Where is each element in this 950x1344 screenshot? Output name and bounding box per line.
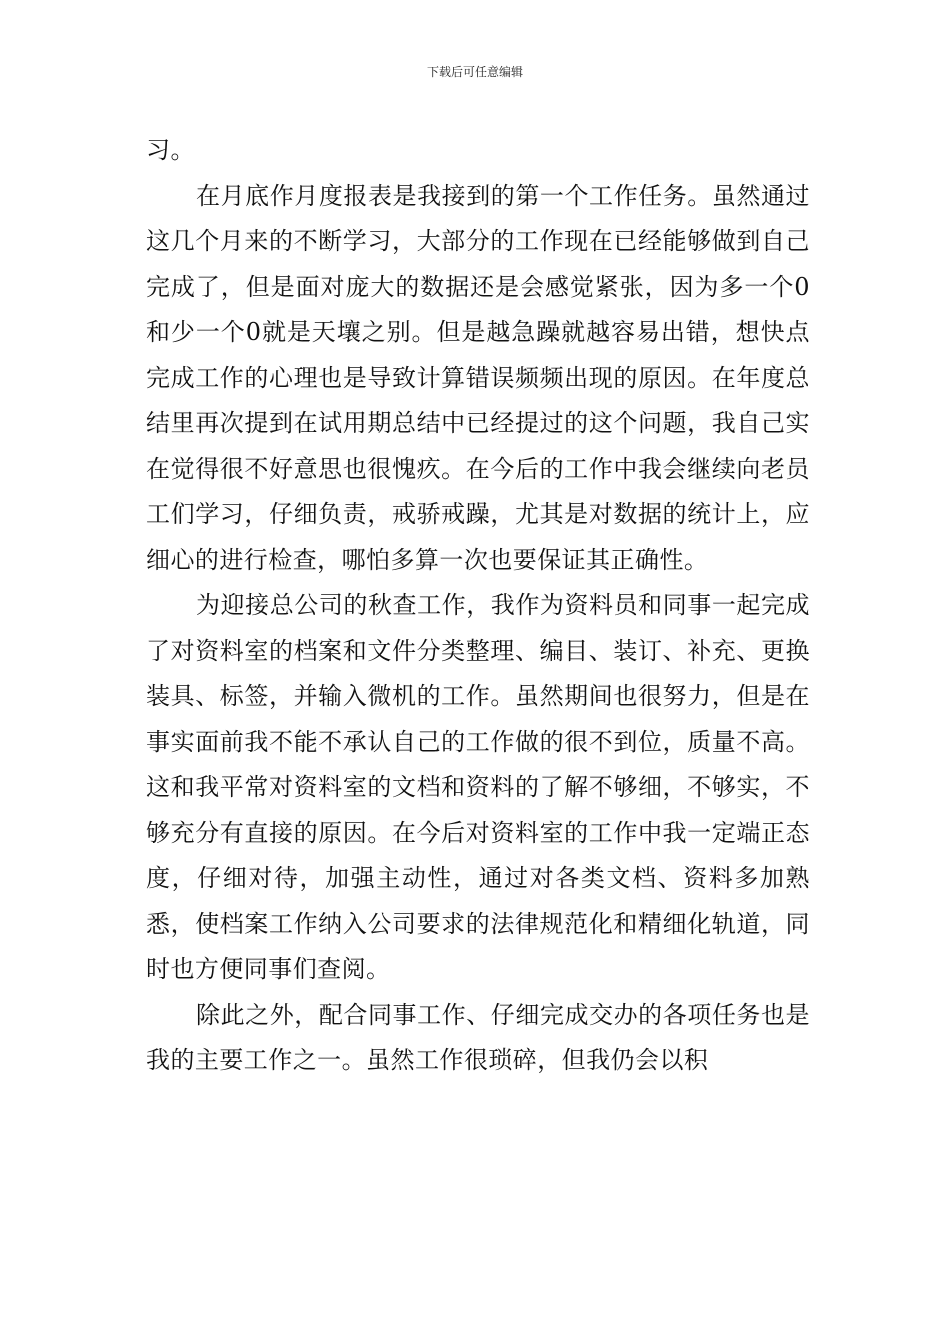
paragraph-monthly-report: 在月底作月度报表是我接到的第一个工作任务。虽然通过这几个月来的不断学习，大部分的工作现在已经能够做到自己完成了，但是面对庞大的数据还是会感觉紧张，因为多一个0和少一个0就是天壤之别。但是越急躁就越容易出错，想快点完成工作的心理也是导致计算错误频频出现的原因。在年度总结里再次提到在试用期总结中已经提过的这个问题，我自己实在觉得很不好意思也很愧疚。在今后的工作中我会继续向老员工们学习，仔细负责，戒骄戒躁，尤其是对数据的统计上，应细心的进行检查，哪怕多算一次也要保证其正确性。 bbox=[146, 181, 810, 574]
paragraph-continuation: 习。 bbox=[146, 136, 195, 164]
paragraph-archive-work: 为迎接总公司的秋查工作，我作为资料员和同事一起完成了对资料室的档案和文件分类整理、编目、装订、补充、更换装具、标签，并输入微机的工作。虽然期间也很努力，但是在事实面前我不能不承认自己的工作做的很不到位，质量不高。这和我平常对资料室的文档和资料的了解不够细，不够实，不够充分有直接的原因。在今后对资料室的工作中我一定端正态度，仔细对待，加强主动性，通过对各类文档、资料多加熟悉，使档案工作纳入公司要求的法律规范化和精细化轨道，同时也方便同事们查阅。 bbox=[146, 591, 810, 983]
page-header: 下载后可任意编辑 bbox=[426, 65, 523, 79]
document-body bbox=[146, 128, 810, 1084]
paragraph-other-tasks: 除此之外，配合同事工作、仔细完成交办的各项任务也是我的主要工作之一。虽然工作很琐碎，但我仍会以积 bbox=[146, 1000, 810, 1074]
